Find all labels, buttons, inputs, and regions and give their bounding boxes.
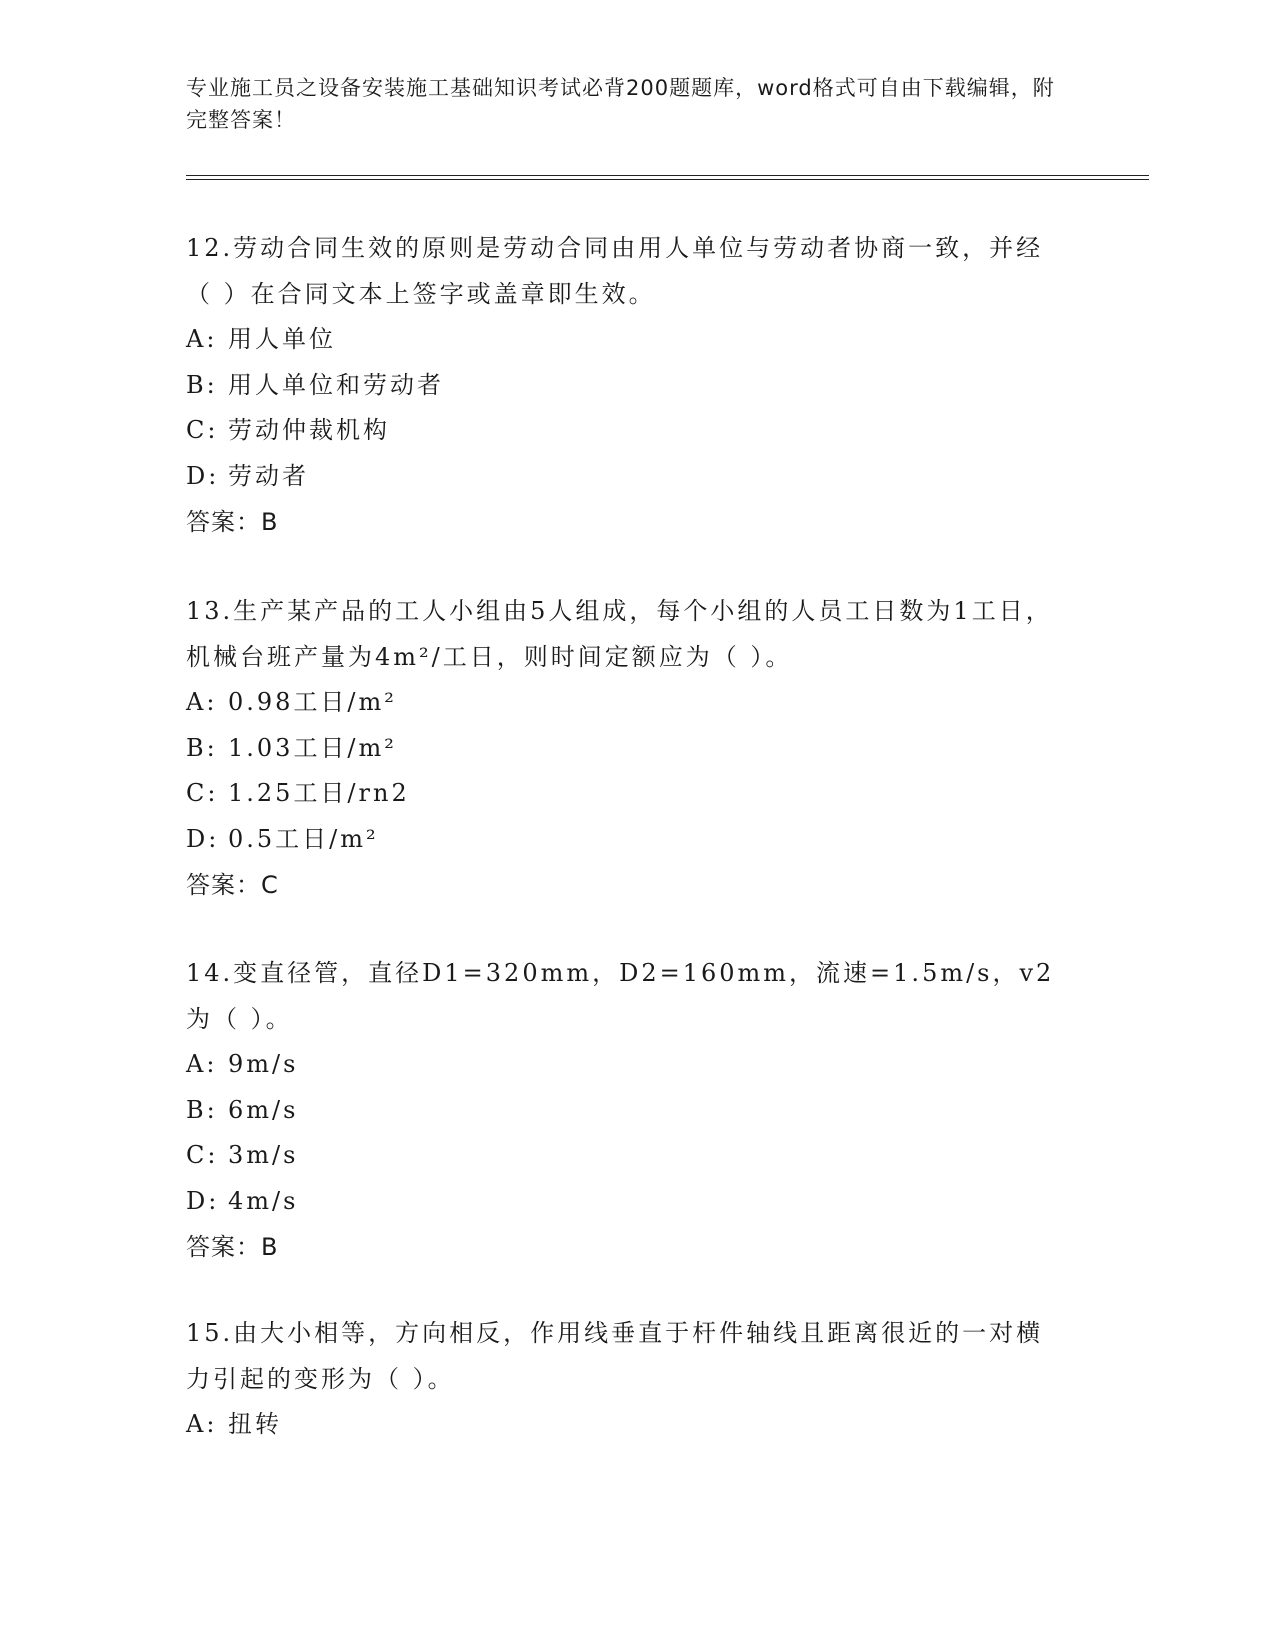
- option-label: C:: [186, 779, 219, 807]
- answer-line: 答案：B: [186, 508, 279, 536]
- option-a: [186, 317, 1066, 363]
- option-label: A:: [186, 1410, 218, 1438]
- option-d: [186, 817, 1066, 863]
- option-text: 用人单位和劳动者: [228, 370, 444, 399]
- question-block: [186, 588, 1066, 908]
- question-block: [186, 225, 1066, 545]
- option-label: C:: [186, 416, 219, 444]
- header-divider: [186, 175, 1149, 180]
- option-b: [186, 726, 1066, 772]
- option-text: 3m/s: [228, 1141, 299, 1169]
- option-label: D:: [186, 824, 220, 853]
- option-b: [186, 363, 1066, 409]
- option-text: 9m/s: [228, 1050, 299, 1078]
- question-stem: 13.生产某产品的工人小组由5人组成，每个小组的人员工日数为1工日，机械台班产量为4m²/工日，则时间定额应为（ ）。: [186, 597, 1053, 671]
- option-text: 用人单位: [228, 325, 336, 353]
- option-c: [186, 408, 1066, 454]
- question-stem: 12.劳动合同生效的原则是劳动合同由用人单位与劳动者协商一致，并经（ ）在合同文本上签字或盖章即生效。: [186, 234, 1044, 308]
- option-text: 0.98工日/m²: [228, 688, 397, 716]
- option-text: 劳动者: [228, 461, 309, 490]
- answer-line: 答案：B: [186, 1233, 279, 1261]
- option-text: 6m/s: [228, 1095, 299, 1124]
- option-text: 1.25工日/rn2: [228, 779, 410, 807]
- option-label: B:: [186, 733, 218, 762]
- option-d: [186, 1179, 1066, 1225]
- option-label: C:: [186, 1141, 219, 1169]
- option-c: [186, 771, 1066, 817]
- option-a: [186, 680, 1066, 726]
- option-label: D:: [186, 461, 220, 490]
- option-text: 0.5工日/m²: [228, 824, 379, 853]
- option-c: [186, 1133, 1066, 1179]
- option-a: [186, 1042, 1066, 1088]
- option-label: A:: [186, 1050, 218, 1078]
- option-text: 扭转: [228, 1410, 282, 1438]
- option-text: 劳动仲裁机构: [228, 416, 390, 444]
- option-label: A:: [186, 325, 218, 353]
- question-stem: 15.由大小相等，方向相反，作用线垂直于杆件轴线且距离很近的一对横力引起的变形为（ ）。: [186, 1319, 1044, 1393]
- answer-line: 答案：C: [186, 871, 279, 899]
- question-stem: 14.变直径管，直径D1=320mm，D2=160mm，流速=1.5m/s，v2为（ ）。: [186, 959, 1055, 1033]
- option-label: D:: [186, 1186, 220, 1215]
- option-a: [186, 1402, 1066, 1448]
- question-block: [186, 1310, 1066, 1448]
- option-d: [186, 454, 1066, 500]
- option-text: 4m/s: [228, 1186, 299, 1215]
- option-label: B:: [186, 1095, 218, 1124]
- question-block: [186, 950, 1066, 1270]
- option-label: A:: [186, 688, 218, 716]
- option-label: B:: [186, 370, 218, 399]
- option-text: 1.03工日/m²: [228, 733, 397, 762]
- document-header: 专业施工员之设备安装施工基础知识考试必背200题题库，word格式可自由下载编辑，附完整答案！: [186, 76, 1055, 132]
- option-b: [186, 1088, 1066, 1134]
